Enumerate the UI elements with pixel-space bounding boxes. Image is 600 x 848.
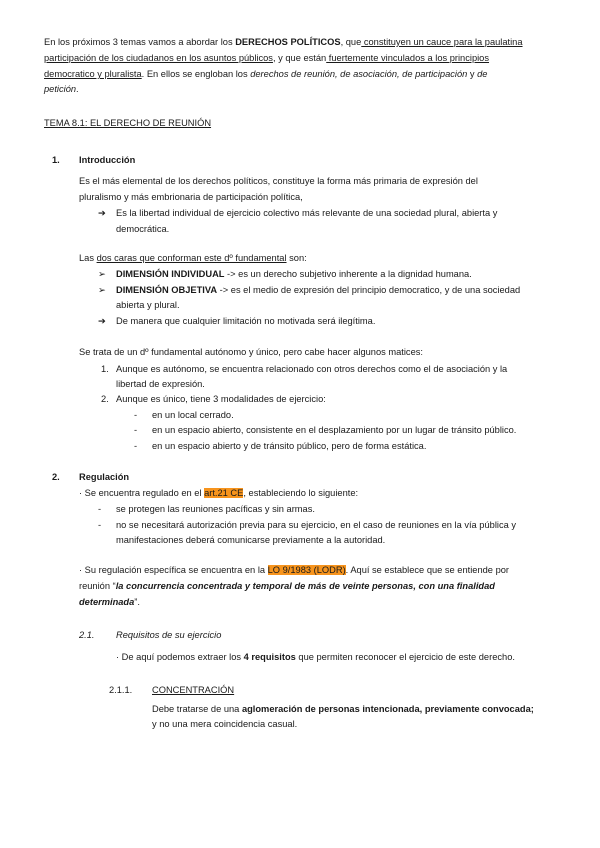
list-number: 1. xyxy=(101,364,109,374)
regulacion-line xyxy=(79,486,358,501)
modalidad-item: en un local cerrado. xyxy=(152,410,234,420)
highlighted-article: art.21 CE xyxy=(204,488,244,498)
dash-bullet: - xyxy=(98,520,102,530)
text: . Aquí se establece que se entiende por xyxy=(345,565,510,575)
bullet-text: Es la libertad individual de ejercicio colectivo más relevante de una sociedad plural, abierta y xyxy=(116,208,498,218)
intro-underlined: fuertemente vinculados a los principios xyxy=(326,53,490,63)
intro-text: . xyxy=(76,84,79,94)
section-title-regulacion: Regulación xyxy=(79,472,130,482)
dash-bullet: - xyxy=(134,425,138,435)
subsubsection-title-concentracion: CONCENTRACIÓN xyxy=(152,685,235,695)
bullet-text: abierta y plural. xyxy=(116,300,180,310)
list-item-text: Aunque es único, tiene 3 modalidades de ejercicio: xyxy=(116,394,326,404)
text: son: xyxy=(286,253,307,263)
intro-text: . En ellos se engloban los xyxy=(141,69,251,79)
paragraph-line: Es el más elemental de los derechos políticos, constituye la forma más primaria de expresión del xyxy=(79,176,478,186)
dash-bullet: - xyxy=(134,441,138,451)
highlighted-law: LO 9/1983 (LODR) xyxy=(267,565,346,575)
bullet-text: manifestaciones deberá comunicarse previamente a la autoridad. xyxy=(116,535,386,545)
text: Debe tratarse de una xyxy=(152,704,242,714)
intro-underlined: democratico y pluralista xyxy=(44,69,142,79)
bullet-text: se protegen las reuniones pacíficas y sin armas. xyxy=(116,504,315,514)
modalidad-item: en un espacio abierto, consistente en el desplazamiento por un lugar de tránsito público. xyxy=(152,425,517,435)
subsubsection-number: 2.1.1. xyxy=(109,685,133,695)
intro-text: , que xyxy=(340,37,362,47)
text: · De aquí podemos extraer los xyxy=(116,652,244,662)
caras-line xyxy=(79,251,307,266)
intro-line-1 xyxy=(44,35,523,50)
tema-title: TEMA 8.1: EL DERECHO DE REUNIÓN xyxy=(44,118,212,128)
intro-line-2 xyxy=(44,51,489,66)
concentracion-line-1 xyxy=(152,702,534,717)
intro-underlined: constituyen un cauce para la paulatina xyxy=(361,37,523,47)
bullet-text: De manera que cualquier limitación no motivada será ilegítima. xyxy=(116,316,376,326)
quote-text: determinada xyxy=(79,597,135,607)
intro-text: , y que están xyxy=(272,53,327,63)
dimension-individual xyxy=(116,267,472,282)
text: · Su regulación específica se encuentra en la xyxy=(79,565,268,575)
intro-italic: de xyxy=(477,69,488,79)
dash-bullet: - xyxy=(98,504,102,514)
intro-italic: petición xyxy=(44,84,77,94)
dimension-objetiva xyxy=(116,283,520,298)
text: · Se encuentra regulado en el xyxy=(79,488,205,498)
bullet-text: no se necesitará autorización previa para su ejercicio, en el caso de reuniones en la vía pública y xyxy=(116,520,517,530)
text: Las xyxy=(79,253,97,263)
text: reunión “ xyxy=(79,581,116,591)
list-item-text: Aunque es autónomo, se encuentra relacionado con otros derechos como el de asociación y la xyxy=(116,364,508,374)
text: -> es el medio de expresión del principio democratico, y de una sociedad xyxy=(217,285,521,295)
bullet-text: democrática. xyxy=(116,224,170,234)
dash-bullet: - xyxy=(134,410,138,420)
text: -> es un derecho subjetivo inherente a la dignidad humana. xyxy=(224,269,472,279)
especifica-line-3 xyxy=(79,595,140,610)
especifica-line-2 xyxy=(79,579,495,594)
intro-text: En los próximos 3 temas vamos a abordar los xyxy=(44,37,236,47)
triangle-bullet-icon: ➢ xyxy=(98,269,106,279)
underlined-text: dos caras que conforman este dº fundamental xyxy=(96,253,287,263)
section-number: 1. xyxy=(52,155,60,165)
arrow-bullet-icon: ➔ xyxy=(98,208,106,218)
list-item-text: libertad de expresión. xyxy=(116,379,205,389)
intro-italic: derechos de reunión, de asociación, de participación xyxy=(250,69,468,79)
paragraph-line: Se trata de un dº fundamental autónomo y único, pero cabe hacer algunos matices: xyxy=(79,347,423,357)
text: ”. xyxy=(134,597,140,607)
bold-text: 4 requisitos xyxy=(243,652,296,662)
especifica-line xyxy=(79,563,509,578)
text: que permiten reconocer el ejercicio de este derecho. xyxy=(295,652,515,662)
subsection-title-requisitos: Requisitos de su ejercicio xyxy=(116,630,222,640)
arrow-bullet-icon: ➔ xyxy=(98,316,106,326)
list-number: 2. xyxy=(101,394,109,404)
intro-line-4 xyxy=(44,82,79,97)
bold-text: DIMENSIÓN INDIVIDUAL xyxy=(116,269,225,279)
section-number: 2. xyxy=(52,472,60,482)
paragraph-line: pluralismo y más embrionaria de participación política, xyxy=(79,192,303,202)
subsection-number: 2.1. xyxy=(79,630,95,640)
bold-text: aglomeración de personas intencionada, previamente convocada; xyxy=(241,704,534,714)
section-title-introduccion: Introducción xyxy=(79,155,136,165)
requisitos-line xyxy=(116,650,515,665)
intro-text: y xyxy=(467,69,478,79)
quote-text: la concurrencia concentrada y temporal de más de veinte personas, con una finalidad xyxy=(115,581,495,591)
text: , estableciendo lo siguiente: xyxy=(243,488,359,498)
intro-line-3 xyxy=(44,67,487,82)
bold-text: DIMENSIÓN OBJETIVA xyxy=(116,285,218,295)
modalidad-item: en un espacio abierto y de tránsito público, pero de forma estática. xyxy=(152,441,427,451)
concentracion-line-2: y no una mera coincidencia casual. xyxy=(152,719,298,729)
derechos-politicos-bold: DERECHOS POLÍTICOS xyxy=(235,37,341,47)
triangle-bullet-icon: ➢ xyxy=(98,285,106,295)
intro-underlined: participación de los ciudadanos en los asuntos públicos xyxy=(44,53,273,63)
